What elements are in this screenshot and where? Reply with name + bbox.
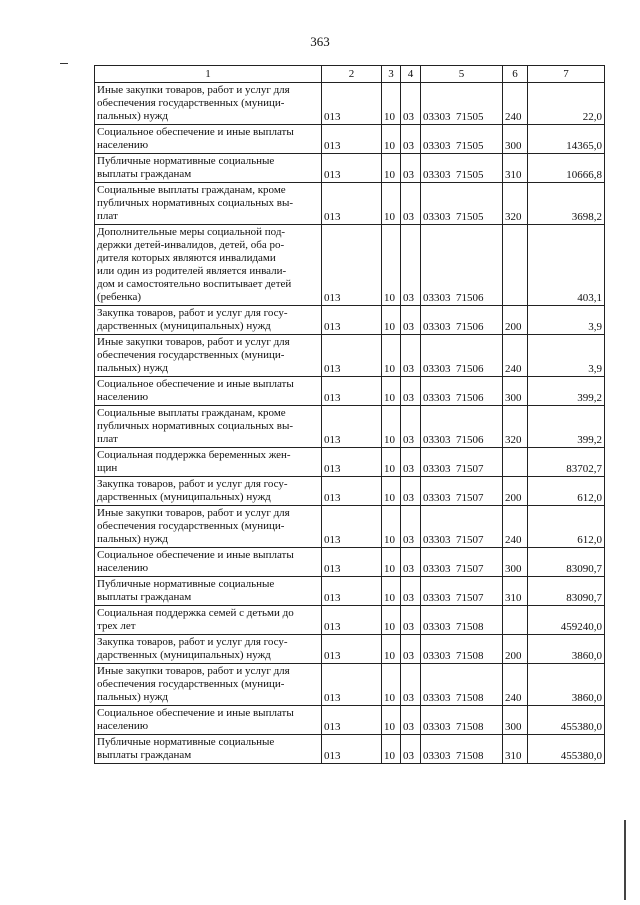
- row-description-line: Публичные нормативные социальные: [97, 736, 275, 748]
- target-article-program: 03303: [423, 434, 451, 446]
- table-row: [95, 183, 605, 225]
- row-description: [95, 306, 322, 335]
- target-article-code: [421, 448, 503, 477]
- budget-table: [94, 65, 605, 764]
- row-description-line: публичных нормативных социальных вы-: [97, 420, 294, 432]
- target-article-program: 03303: [423, 292, 451, 304]
- section-code: 10: [382, 406, 401, 448]
- expense-type-code: 240: [503, 506, 528, 548]
- row-description-line: держки детей-инвалидов, детей, оба ро-: [97, 239, 285, 251]
- chapter-code: 013: [322, 225, 382, 306]
- amount: 3,9: [528, 335, 605, 377]
- expense-type-code: 300: [503, 377, 528, 406]
- target-article-program: 03303: [423, 140, 451, 152]
- row-description-line: пальных) нужд: [97, 533, 169, 545]
- expense-type-code: 320: [503, 183, 528, 225]
- row-description-line: населению: [97, 139, 149, 151]
- subsection-code: 03: [401, 577, 421, 606]
- subsection-code: 03: [401, 635, 421, 664]
- table-row: [95, 125, 605, 154]
- chapter-code: 013: [322, 154, 382, 183]
- target-article-direction: 71507: [456, 534, 484, 546]
- row-description-line: обеспечения государственных (муници-: [97, 97, 285, 109]
- row-description-line: Социальная поддержка беременных жен-: [97, 449, 291, 461]
- target-article-code: [421, 664, 503, 706]
- chapter-code: 013: [322, 406, 382, 448]
- target-article-program: 03303: [423, 621, 451, 633]
- row-description-line: Публичные нормативные социальные: [97, 155, 275, 167]
- section-code: 10: [382, 183, 401, 225]
- target-article-code: [421, 577, 503, 606]
- expense-type-code: 240: [503, 664, 528, 706]
- table-row: [95, 664, 605, 706]
- row-description-line: пальных) нужд: [97, 362, 169, 374]
- target-article-program: 03303: [423, 321, 451, 333]
- section-code: 10: [382, 706, 401, 735]
- expense-type-code: 300: [503, 706, 528, 735]
- table-row: [95, 735, 605, 764]
- chapter-code: 013: [322, 183, 382, 225]
- subsection-code: 03: [401, 448, 421, 477]
- row-description-line: или один из родителей является инвали-: [97, 265, 287, 277]
- chapter-code: 013: [322, 125, 382, 154]
- row-description-line: Иные закупки товаров, работ и услуг для: [97, 507, 290, 519]
- section-code: 10: [382, 225, 401, 306]
- section-code: 10: [382, 548, 401, 577]
- row-description: [95, 548, 322, 577]
- subsection-code: 03: [401, 406, 421, 448]
- column-header: 7: [528, 66, 605, 83]
- subsection-code: 03: [401, 306, 421, 335]
- target-article-program: 03303: [423, 463, 451, 475]
- chapter-code: 013: [322, 548, 382, 577]
- row-description-line: обеспечения государственных (муници-: [97, 349, 285, 361]
- chapter-code: 013: [322, 306, 382, 335]
- row-description-line: щин: [97, 462, 118, 474]
- chapter-code: 013: [322, 706, 382, 735]
- expense-type-code: 310: [503, 735, 528, 764]
- margin-mark: [60, 63, 68, 64]
- chapter-code: 013: [322, 577, 382, 606]
- row-description-line: Социальное обеспечение и иные выплаты: [97, 378, 294, 390]
- table-row: [95, 335, 605, 377]
- target-article-direction: 71505: [456, 140, 484, 152]
- target-article-direction: 71505: [456, 169, 484, 181]
- row-description-line: дарственных (муниципальных) нужд: [97, 491, 271, 503]
- row-description-line: населению: [97, 391, 149, 403]
- target-article-direction: 71506: [456, 392, 484, 404]
- table-row: [95, 377, 605, 406]
- page-number: 363: [310, 34, 330, 49]
- target-article-direction: 71508: [456, 692, 484, 704]
- subsection-code: 03: [401, 377, 421, 406]
- section-code: 10: [382, 735, 401, 764]
- row-description: [95, 706, 322, 735]
- section-code: 10: [382, 377, 401, 406]
- section-code: 10: [382, 577, 401, 606]
- expense-type-code: [503, 448, 528, 477]
- row-description-line: дом и самостоятельно воспитывает детей: [97, 278, 292, 290]
- target-article-program: 03303: [423, 534, 451, 546]
- target-article-program: 03303: [423, 211, 451, 223]
- table-row: [95, 606, 605, 635]
- amount: 403,1: [528, 225, 605, 306]
- section-code: 10: [382, 125, 401, 154]
- target-article-code: [421, 606, 503, 635]
- subsection-code: 03: [401, 664, 421, 706]
- row-description-line: Иные закупки товаров, работ и услуг для: [97, 336, 290, 348]
- amount: 459240,0: [528, 606, 605, 635]
- amount: 455380,0: [528, 735, 605, 764]
- target-article-program: 03303: [423, 750, 451, 762]
- table-row: [95, 577, 605, 606]
- chapter-code: 013: [322, 506, 382, 548]
- row-description-line: дителя которых являются инвалидами: [97, 252, 276, 264]
- target-article-program: 03303: [423, 650, 451, 662]
- target-article-direction: 71506: [456, 434, 484, 446]
- row-description-line: Социальная поддержка семей с детьми до: [97, 607, 294, 619]
- amount: 3,9: [528, 306, 605, 335]
- target-article-direction: 71505: [456, 111, 484, 123]
- row-description-line: (ребенка): [97, 291, 141, 303]
- row-description-line: публичных нормативных социальных вы-: [97, 197, 294, 209]
- target-article-program: 03303: [423, 111, 451, 123]
- row-description: [95, 606, 322, 635]
- row-description-line: Социальное обеспечение и иные выплаты: [97, 707, 294, 719]
- scan-edge-line: [624, 820, 626, 900]
- row-description: [95, 406, 322, 448]
- section-code: 10: [382, 477, 401, 506]
- row-description-line: пальных) нужд: [97, 110, 169, 122]
- row-description-line: Закупка товаров, работ и услуг для госу-: [97, 307, 288, 319]
- row-description: [95, 577, 322, 606]
- row-description-line: Иные закупки товаров, работ и услуг для: [97, 665, 290, 677]
- column-header: 2: [322, 66, 382, 83]
- row-description-line: выплаты гражданам: [97, 168, 192, 180]
- target-article-program: 03303: [423, 169, 451, 181]
- target-article-program: 03303: [423, 592, 451, 604]
- expense-type-code: 240: [503, 83, 528, 125]
- target-article-direction: 71507: [456, 592, 484, 604]
- expense-type-code: 300: [503, 125, 528, 154]
- expense-type-code: 200: [503, 477, 528, 506]
- target-article-code: [421, 306, 503, 335]
- chapter-code: 013: [322, 335, 382, 377]
- subsection-code: 03: [401, 706, 421, 735]
- section-code: 10: [382, 506, 401, 548]
- target-article-code: [421, 548, 503, 577]
- row-description-line: Публичные нормативные социальные: [97, 578, 275, 590]
- section-code: 10: [382, 306, 401, 335]
- subsection-code: 03: [401, 477, 421, 506]
- row-description-line: Дополнительные меры социальной под-: [97, 226, 286, 238]
- column-header: 3: [382, 66, 401, 83]
- column-header: 4: [401, 66, 421, 83]
- chapter-code: 013: [322, 83, 382, 125]
- row-description: [95, 477, 322, 506]
- subsection-code: 03: [401, 506, 421, 548]
- expense-type-code: 310: [503, 577, 528, 606]
- subsection-code: 03: [401, 125, 421, 154]
- table-row: [95, 477, 605, 506]
- target-article-code: [421, 706, 503, 735]
- expense-type-code: [503, 606, 528, 635]
- target-article-code: [421, 406, 503, 448]
- column-header: 1: [95, 66, 322, 83]
- target-article-code: [421, 125, 503, 154]
- row-description: [95, 377, 322, 406]
- subsection-code: 03: [401, 735, 421, 764]
- amount: 612,0: [528, 477, 605, 506]
- target-article-code: [421, 183, 503, 225]
- target-article-code: [421, 506, 503, 548]
- target-article-direction: 71508: [456, 721, 484, 733]
- amount: 83090,7: [528, 548, 605, 577]
- amount: 14365,0: [528, 125, 605, 154]
- target-article-code: [421, 477, 503, 506]
- section-code: 10: [382, 664, 401, 706]
- table-row: [95, 83, 605, 125]
- section-code: 10: [382, 606, 401, 635]
- expense-type-code: 200: [503, 306, 528, 335]
- table-row: [95, 635, 605, 664]
- row-description: [95, 83, 322, 125]
- target-article-direction: 71506: [456, 292, 484, 304]
- chapter-code: 013: [322, 448, 382, 477]
- row-description: [95, 664, 322, 706]
- target-article-program: 03303: [423, 721, 451, 733]
- amount: 612,0: [528, 506, 605, 548]
- chapter-code: 013: [322, 606, 382, 635]
- table-row: [95, 706, 605, 735]
- target-article-direction: 71506: [456, 321, 484, 333]
- row-description-line: Социальное обеспечение и иные выплаты: [97, 126, 294, 138]
- row-description-line: плат: [97, 433, 118, 445]
- target-article-code: [421, 635, 503, 664]
- row-description-line: дарственных (муниципальных) нужд: [97, 649, 271, 661]
- row-description-line: Иные закупки товаров, работ и услуг для: [97, 84, 290, 96]
- target-article-direction: 71507: [456, 492, 484, 504]
- target-article-code: [421, 154, 503, 183]
- expense-type-code: 200: [503, 635, 528, 664]
- row-description-line: Социальные выплаты гражданам, кроме: [97, 184, 286, 196]
- subsection-code: 03: [401, 83, 421, 125]
- chapter-code: 013: [322, 664, 382, 706]
- row-description: [95, 335, 322, 377]
- row-description: [95, 635, 322, 664]
- section-code: 10: [382, 154, 401, 183]
- section-code: 10: [382, 448, 401, 477]
- expense-type-code: [503, 225, 528, 306]
- target-article-direction: 71508: [456, 650, 484, 662]
- target-article-program: 03303: [423, 392, 451, 404]
- row-description-line: Социальные выплаты гражданам, кроме: [97, 407, 286, 419]
- subsection-code: 03: [401, 335, 421, 377]
- table-row: [95, 448, 605, 477]
- target-article-direction: 71506: [456, 363, 484, 375]
- amount: 3860,0: [528, 635, 605, 664]
- amount: 3698,2: [528, 183, 605, 225]
- amount: 3860,0: [528, 664, 605, 706]
- row-description-line: населению: [97, 720, 149, 732]
- subsection-code: 03: [401, 225, 421, 306]
- row-description-line: обеспечения государственных (муници-: [97, 520, 285, 532]
- table-row: [95, 548, 605, 577]
- amount: 399,2: [528, 406, 605, 448]
- chapter-code: 013: [322, 477, 382, 506]
- target-article-program: 03303: [423, 492, 451, 504]
- table-row: [95, 154, 605, 183]
- section-code: 10: [382, 335, 401, 377]
- row-description-line: обеспечения государственных (муници-: [97, 678, 285, 690]
- row-description: [95, 125, 322, 154]
- row-description-line: Социальное обеспечение и иные выплаты: [97, 549, 294, 561]
- target-article-program: 03303: [423, 692, 451, 704]
- chapter-code: 013: [322, 635, 382, 664]
- chapter-code: 013: [322, 735, 382, 764]
- table-row: [95, 506, 605, 548]
- subsection-code: 03: [401, 183, 421, 225]
- table-row: [95, 306, 605, 335]
- subsection-code: 03: [401, 606, 421, 635]
- target-article-program: 03303: [423, 363, 451, 375]
- target-article-direction: 71507: [456, 463, 484, 475]
- target-article-code: [421, 335, 503, 377]
- amount: 83090,7: [528, 577, 605, 606]
- target-article-code: [421, 225, 503, 306]
- target-article-direction: 71508: [456, 621, 484, 633]
- target-article-code: [421, 83, 503, 125]
- subsection-code: 03: [401, 154, 421, 183]
- expense-type-code: 240: [503, 335, 528, 377]
- row-description-line: населению: [97, 562, 149, 574]
- row-description-line: Закупка товаров, работ и услуг для госу-: [97, 636, 288, 648]
- row-description: [95, 183, 322, 225]
- amount: 455380,0: [528, 706, 605, 735]
- amount: 22,0: [528, 83, 605, 125]
- row-description: [95, 735, 322, 764]
- section-code: 10: [382, 83, 401, 125]
- row-description-line: пальных) нужд: [97, 691, 169, 703]
- column-header: 6: [503, 66, 528, 83]
- section-code: 10: [382, 635, 401, 664]
- chapter-code: 013: [322, 377, 382, 406]
- target-article-direction: 71508: [456, 750, 484, 762]
- amount: 10666,8: [528, 154, 605, 183]
- column-header: 5: [421, 66, 503, 83]
- row-description: [95, 154, 322, 183]
- row-description: [95, 225, 322, 306]
- amount: 83702,7: [528, 448, 605, 477]
- target-article-code: [421, 377, 503, 406]
- table-header-row: [95, 66, 605, 83]
- target-article-direction: 71505: [456, 211, 484, 223]
- target-article-code: [421, 735, 503, 764]
- table-row: [95, 406, 605, 448]
- row-description-line: плат: [97, 210, 118, 222]
- subsection-code: 03: [401, 548, 421, 577]
- row-description-line: Закупка товаров, работ и услуг для госу-: [97, 478, 288, 490]
- target-article-direction: 71507: [456, 563, 484, 575]
- row-description-line: дарственных (муниципальных) нужд: [97, 320, 271, 332]
- expense-type-code: 300: [503, 548, 528, 577]
- amount: 399,2: [528, 377, 605, 406]
- row-description-line: трех лет: [97, 620, 136, 632]
- row-description: [95, 506, 322, 548]
- expense-type-code: 320: [503, 406, 528, 448]
- expense-type-code: 310: [503, 154, 528, 183]
- table-row: [95, 225, 605, 306]
- target-article-program: 03303: [423, 563, 451, 575]
- row-description-line: выплаты гражданам: [97, 749, 192, 761]
- row-description-line: выплаты гражданам: [97, 591, 192, 603]
- row-description: [95, 448, 322, 477]
